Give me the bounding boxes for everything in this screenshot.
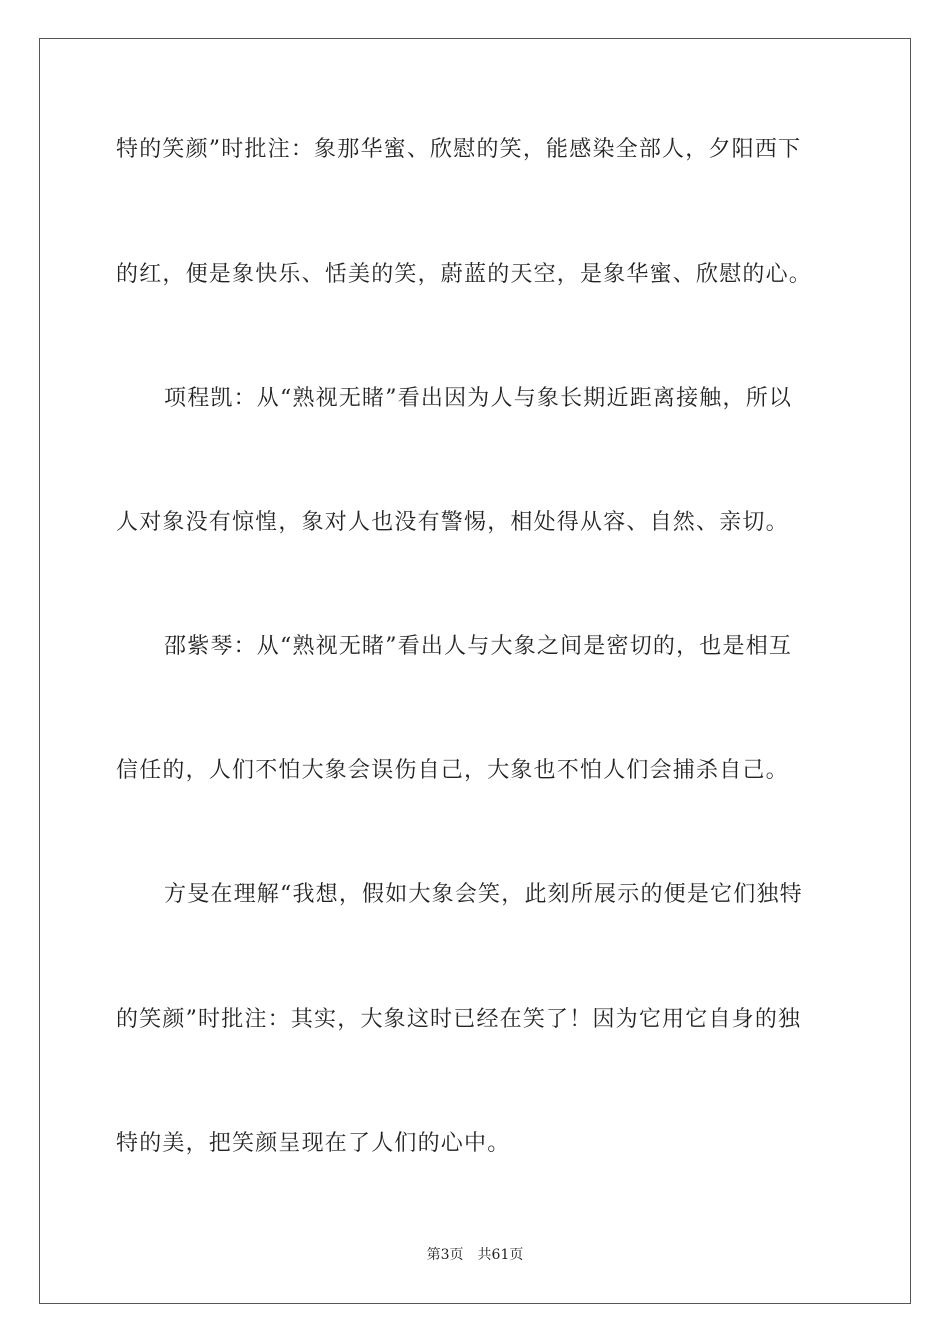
page-border bbox=[39, 38, 911, 1304]
page-total: 共61页 bbox=[477, 1247, 524, 1263]
text-line-4: 人对象没有惊惶，象对人也没有警惕，相处得从容、自然、亲切。 bbox=[116, 510, 789, 535]
text-line-7: 方旻在理解“我想，假如大象会笑，此刻所展示的便是它们独特 bbox=[164, 882, 803, 907]
text-line-2: 的红，便是象快乐、恬美的笑，蔚蓝的天空，是象华蜜、欣慰的心。 bbox=[116, 262, 813, 287]
text-line-6: 信任的，人们不怕大象会误伤自己，大象也不怕人们会捕杀自己。 bbox=[116, 758, 789, 783]
page-footer bbox=[0, 1245, 950, 1265]
text-line-5: 邵紫琴：从“熟视无睹”看出人与大象之间是密切的，也是相互 bbox=[164, 634, 793, 659]
text-line-8: 的笑颜”时批注：其实，大象这时已经在笑了！因为它用它自身的独 bbox=[116, 1007, 802, 1032]
text-line-3: 项程凯：从“熟视无睹”看出因为人与象长期近距离接触，所以 bbox=[164, 386, 793, 411]
text-line-9: 特的美，把笑颜呈现在了人们的心中。 bbox=[116, 1131, 511, 1156]
text-line-1: 特的笑颜”时批注：象那华蜜、欣慰的笑，能感染全部人，夕阳西下 bbox=[116, 137, 802, 162]
page-number: 第3页 bbox=[426, 1247, 464, 1263]
